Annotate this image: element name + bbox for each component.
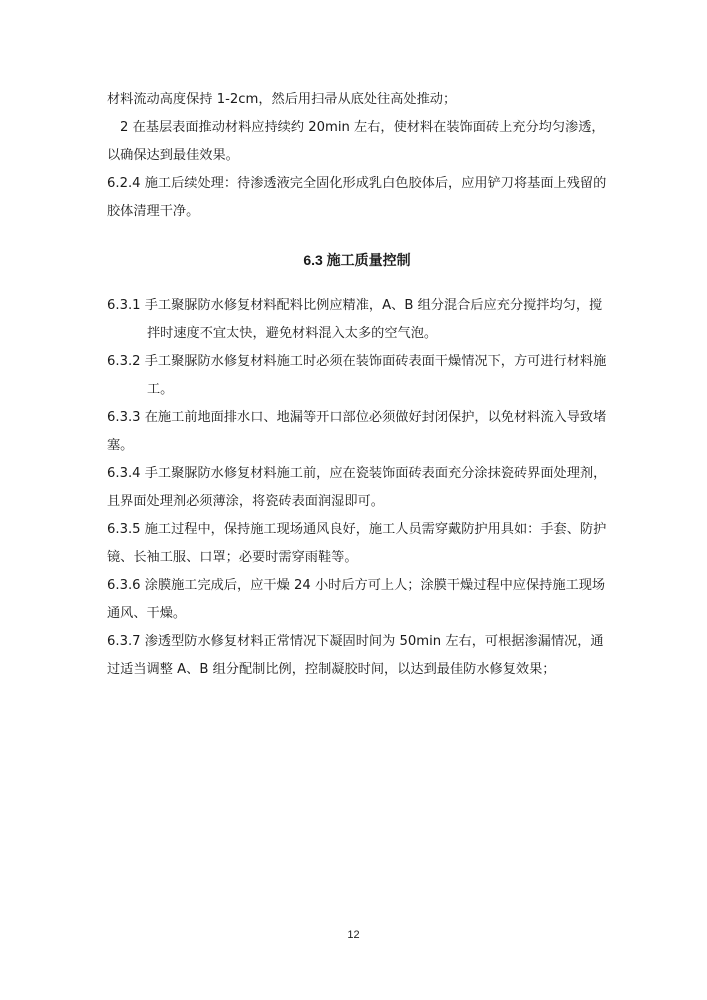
paragraph-step-2: 2 在基层表面推动材料应持续约 20min 左右，使材料在装饰面砖上充分均匀渗透，以确保达到最佳效果。 (107, 120, 605, 163)
list-item-6-3-7: 6.3.7 渗透型防水修复材料正常情况下凝固时间为 50min 左右，可根据渗漏情况，通过适当调整 A、B 组分配制比例，控制凝胶时间，以达到最佳防水修复效果； (107, 634, 604, 677)
list-item-6-3-2: 6.3.2 手工聚脲防水修复材料施工时必须在装饰面砖表面干燥情况下，方可进行材料施工。 (107, 354, 607, 397)
paragraph-6-2-4: 6.2.4 施工后续处理：待渗透液完全固化形成乳白色胶体后，应用铲刀将基面上残留的胶体清理干净。 (107, 176, 607, 219)
list-item-6-3-1: 6.3.1 手工聚脲防水修复材料配料比例应精准，A、B 组分混合后应充分搅拌均匀，搅拌时速度不宜太快，避免材料混入太多的空气泡。 (107, 298, 603, 341)
list-item-6-3-6: 6.3.6 涂膜施工完成后，应干燥 24 小时后方可上人；涂膜干燥过程中应保持施工现场通风、干燥。 (107, 578, 606, 621)
list-item-6-3-3: 6.3.3 在施工前地面排水口、地漏等开口部位必须做好封闭保护，以免材料流入导致堵塞。 (107, 410, 607, 453)
page-number: 12 (347, 929, 360, 941)
paragraph-continuation: 材料流动高度保持 1-2cm，然后用扫帚从底处往高处推动； (107, 92, 457, 107)
page-content (107, 86, 607, 684)
list-item-6-3-5: 6.3.5 施工过程中，保持施工现场通风良好，施工人员需穿戴防护用具如：手套、防护镜、长袖工服、口罩；必要时需穿雨鞋等。 (107, 522, 607, 565)
section-heading: 6.3 施工质量控制 (303, 252, 411, 268)
list-item-6-3-4: 6.3.4 手工聚脲防水修复材料施工前，应在瓷装饰面砖表面充分涂抹瓷砖界面处理剂，且界面处理剂必须薄涂，将瓷砖表面润湿即可。 (107, 466, 607, 509)
